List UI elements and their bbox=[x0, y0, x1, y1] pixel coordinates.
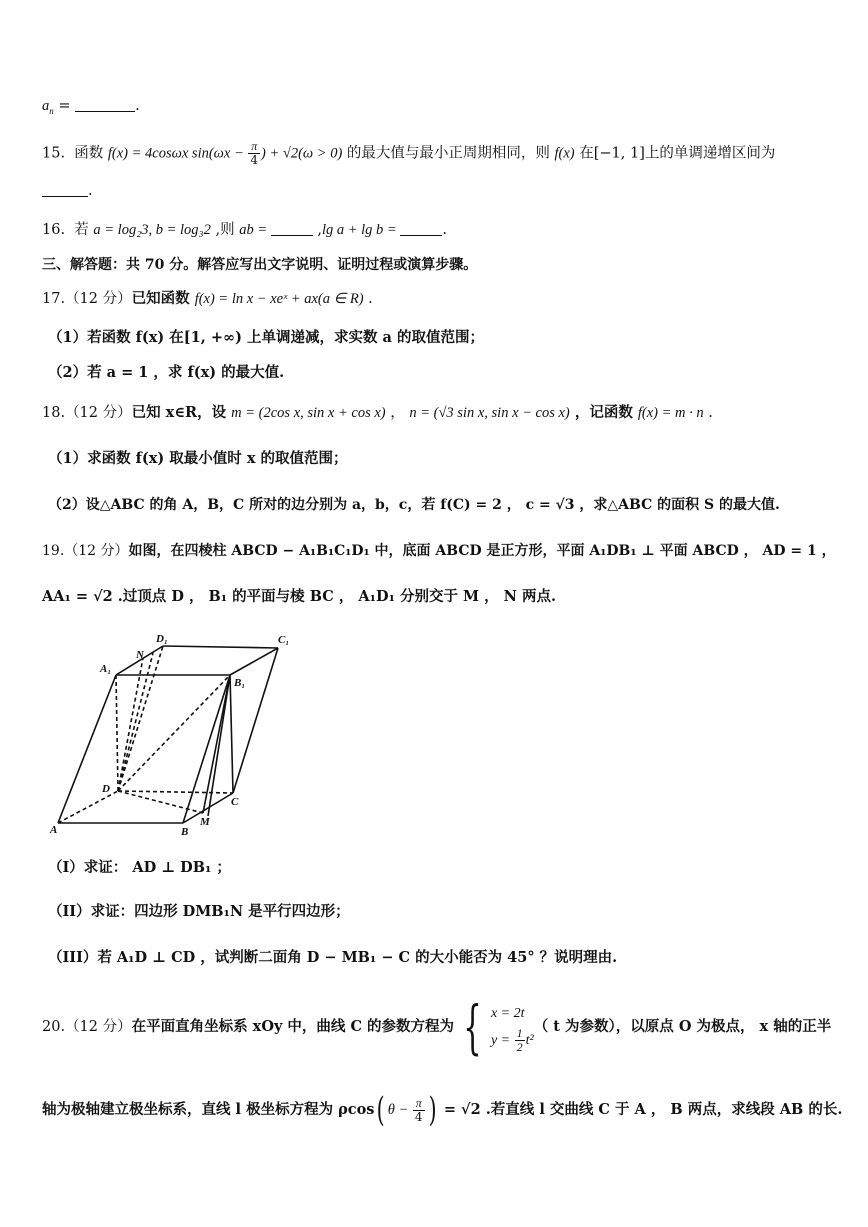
q20-header: 20.（12 分）在平面直角坐标系 xOy 中，曲线 C 的参数方程为 { x = 2t y = $\frac{1}{2}$ t² （ t 为参数），以原点 O 为极点， x 轴的正半 bbox=[42, 993, 832, 1061]
pi-over-4: $\frac{\pi}{4}$ bbox=[250, 139, 259, 167]
q15-answer-line: . bbox=[42, 180, 838, 202]
label-n: N bbox=[136, 649, 144, 661]
prism-figure bbox=[48, 628, 298, 838]
q17-part2: （2）若 a = 1 ，求 f(x) 的最大值. bbox=[48, 364, 285, 381]
label-b: B bbox=[181, 826, 189, 838]
q18-part1: （1）求函数 f(x) 取最小值时 x 的取值范围； bbox=[48, 450, 348, 467]
answer-blank bbox=[42, 182, 88, 197]
q14-a: a bbox=[42, 98, 50, 114]
label-d1: D₁ bbox=[156, 633, 168, 645]
q18-header: 18.（12 分）已知 x∈R，设 m = (2cos x, sin x + cos x) ， n = (√3 sin x, sin x − cos x) ，记函数 f(x) = m · n . bbox=[42, 404, 713, 421]
label-c1: C₁ bbox=[278, 634, 290, 646]
system-brace: { bbox=[463, 993, 482, 1061]
q17-part1: （1）若函数 f(x) 在[1, +∞) 上单调递减，求实数 a 的取值范围； bbox=[48, 329, 484, 346]
q15-line: 15. 函数 f(x) = 4cosωx sin(ωx − $\frac{\pi}{4}$ ) + √2(ω > 0) 的最大值与最小正周期相同，则 f(x) 在[−1, 1]上的单调递增区间为 bbox=[42, 139, 776, 167]
q19-header: 19.（12 分）如图，在四棱柱 ABCD − A₁B₁C₁D₁ 中，底面 ABCD 是正方形，平面 A₁DB₁ ⊥ 平面 ABCD ， AD = 1 ， bbox=[42, 543, 836, 559]
label-d: D bbox=[102, 783, 110, 795]
q19-line2: AA₁ = √2 .过顶点 D ， B₁ 的平面与棱 BC ， A₁D₁ 分别交于 M ， N 两点. bbox=[42, 588, 557, 605]
answer-blank bbox=[400, 221, 442, 236]
label-a1: A₁ bbox=[100, 663, 112, 675]
q17-header: 17.（12 分）已知函数 f(x) = ln x − xeˣ + ax(a ∈ R) . bbox=[42, 290, 373, 307]
q19-part1: （I）求证： AD ⊥ DB₁ ； bbox=[48, 859, 231, 876]
label-c: C bbox=[231, 796, 239, 808]
q14-answer-line: $a_n$ = . bbox=[42, 98, 140, 116]
q18-part2: （2）设△ABC 的角 A，B，C 所对的边分别为 a，b，c，若 f(C) = 2 ， c = √3 ，求△ABC 的面积 S 的最大值. bbox=[48, 497, 780, 513]
q19-part2: （II）求证：四边形 DMB₁N 是平行四边形； bbox=[48, 903, 350, 920]
label-m: M bbox=[200, 816, 210, 828]
q19-part3: （III）若 A₁D ⊥ CD ，试判断二面角 D − MB₁ − C 的大小能否为 45° ？说明理由. bbox=[48, 949, 618, 966]
label-a: A bbox=[50, 824, 58, 836]
section-3-heading: 三、解答题：共 70 分。解答应写出文字说明、证明过程或演算步骤。 bbox=[42, 257, 478, 273]
parametric-system: x = 2t y = $\frac{1}{2}$ t² bbox=[490, 1005, 534, 1055]
q15-number: 15. bbox=[42, 145, 66, 162]
q16-line: 16. 若 a = log₂3, b = log₃2 ,则 ab = ,lg a + lg b = . bbox=[42, 222, 447, 238]
answer-blank bbox=[75, 97, 135, 112]
q20-line2: 轴为极轴建立极坐标系，直线 l 极坐标方程为 ρcos( θ − $\frac{\pi}{4}$ ) = √2 .若直线 l 交曲线 C 于 A ， B 两点，求线段 AB 的长. bbox=[42, 1090, 843, 1130]
label-b1: B₁ bbox=[234, 677, 246, 689]
pi-over-4: $\frac{\pi}{4}$ bbox=[414, 1095, 423, 1124]
answer-blank bbox=[271, 221, 313, 236]
q15-formula: f(x) = 4cosωx sin(ωx − bbox=[107, 145, 248, 162]
